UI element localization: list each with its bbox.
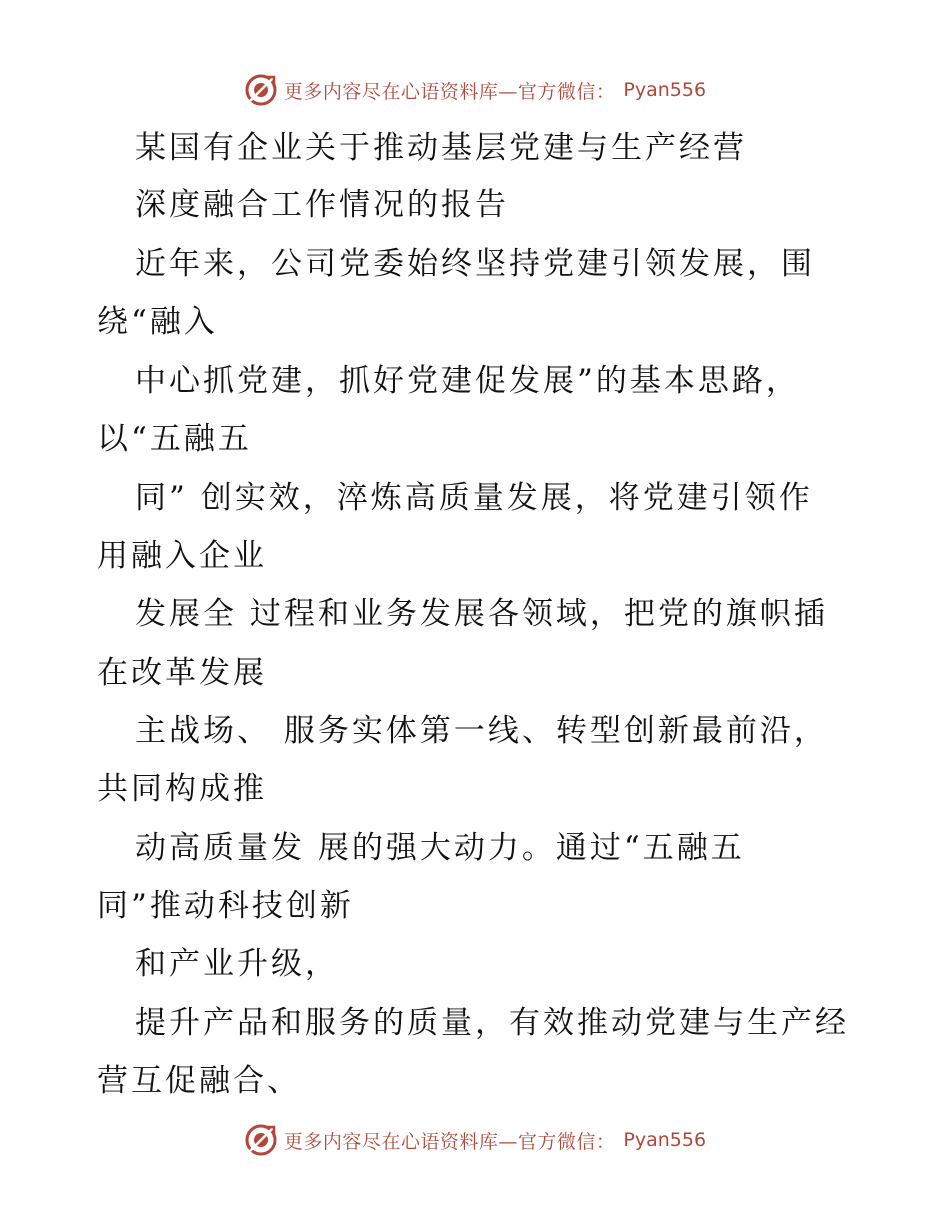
paragraph-line: 发展全 过程和业务发展各领域，把党的旗帜插	[135, 596, 828, 632]
paragraph-line: 同” 创实效，淬炼高质量发展，将党建引领作	[135, 480, 813, 516]
watermark-text: 更多内容尽在心语资料库—官方微信：	[283, 80, 616, 103]
watermark-code: Pyan556	[623, 79, 707, 101]
watermark-text: 更多内容尽在心语资料库—官方微信：	[283, 1130, 616, 1153]
paragraph-line: 近年来，公司党委始终坚持党建引领发展，围	[135, 246, 815, 282]
paragraph-line: 营互促融合、	[97, 1063, 301, 1099]
logo-icon	[244, 1123, 278, 1157]
paragraph-line: 主战场、 服务实体第一线、转型创新最前沿，	[135, 713, 828, 749]
paragraph-line: 提升产品和服务的质量，有效推动党建与生产经	[135, 1005, 849, 1041]
footer-watermark	[0, 1120, 950, 1160]
paragraph-line: 以“五融五	[97, 421, 252, 457]
paragraph-line: 中心抓党建，抓好党建促发展”的基本思路，	[135, 363, 800, 399]
paragraph-line: 动高质量发 展的强大动力。通过“五融五	[135, 830, 745, 866]
paragraph-line: 绕“融入	[97, 304, 218, 340]
paragraph-line: 同”推动科技创新	[97, 888, 354, 924]
paragraph-line: 和产业升级，	[135, 946, 339, 982]
paragraph-line: 在改革发展	[97, 655, 267, 691]
document-title-line-1: 某国有企业关于推动基层党建与生产经营	[135, 130, 747, 166]
document-title-line-2: 深度融合工作情况的报告	[135, 187, 509, 223]
watermark-code: Pyan556	[623, 1129, 707, 1151]
paragraph-line: 共同构成推	[97, 771, 267, 807]
paragraph-line: 用融入企业	[97, 538, 267, 574]
